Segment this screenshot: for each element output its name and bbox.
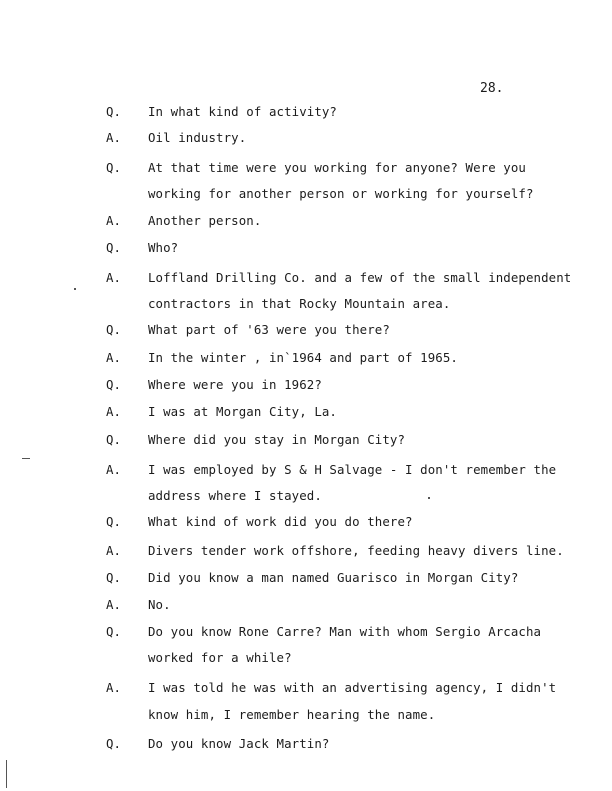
line-text: No.: [148, 597, 171, 612]
line-text: What part of '63 were you there?: [148, 322, 390, 337]
line-text: I was at Morgan City, La.: [148, 404, 337, 419]
line-text: know him, I remember hearing the name.: [148, 707, 436, 722]
line-text: Who?: [148, 240, 179, 255]
scan-mark: [428, 497, 430, 499]
speaker-label: Q.: [106, 736, 122, 751]
line-text: contractors in that Rocky Mountain area.: [148, 296, 451, 311]
speaker-label: A.: [106, 270, 122, 285]
line-text: I was employed by S & H Salvage - I don't remember the: [148, 462, 557, 477]
speaker-label: Q.: [106, 432, 122, 447]
speaker-label: Q.: [106, 624, 122, 639]
line-text: Did you know a man named Guarisco in Morgan City?: [148, 570, 519, 585]
speaker-label: Q.: [106, 240, 122, 255]
speaker-label: Q.: [106, 377, 122, 392]
line-text: address where I stayed.: [148, 488, 322, 503]
line-text: What kind of work did you do there?: [148, 514, 413, 529]
speaker-label: Q.: [106, 160, 122, 175]
line-text: Do you know Jack Martin?: [148, 736, 330, 751]
line-text: working for another person or working for yourself?: [148, 186, 534, 201]
line-text: Do you know Rone Carre? Man with whom Sergio Arcacha: [148, 624, 542, 639]
scan-mark: [74, 288, 76, 290]
speaker-label: A.: [106, 350, 122, 365]
scan-mark: [22, 458, 30, 459]
line-text: worked for a while?: [148, 650, 292, 665]
line-text: Another person.: [148, 213, 262, 228]
speaker-label: Q.: [106, 104, 122, 119]
line-text: Oil industry.: [148, 130, 247, 145]
line-text: Where were you in 1962?: [148, 377, 322, 392]
line-text: In what kind of activity?: [148, 104, 337, 119]
speaker-label: A.: [106, 597, 122, 612]
line-text: I was told he was with an advertising agency, I didn't: [148, 680, 557, 695]
page-number: 28.: [480, 81, 504, 96]
speaker-label: A.: [106, 680, 122, 695]
speaker-label: Q.: [106, 570, 122, 585]
speaker-label: A.: [106, 462, 122, 477]
line-text: At that time were you working for anyone? Were you: [148, 160, 526, 175]
line-text: In the winter , in`1964 and part of 1965.: [148, 350, 458, 365]
speaker-label: A.: [106, 543, 122, 558]
line-text: Divers tender work offshore, feeding heavy divers line.: [148, 543, 564, 558]
speaker-label: Q.: [106, 514, 122, 529]
speaker-label: A.: [106, 404, 122, 419]
line-text: Loffland Drilling Co. and a few of the small independent: [148, 270, 572, 285]
speaker-label: Q.: [106, 322, 122, 337]
line-text: Where did you stay in Morgan City?: [148, 432, 406, 447]
speaker-label: A.: [106, 213, 122, 228]
speaker-label: A.: [106, 130, 122, 145]
scan-mark: [6, 760, 7, 788]
